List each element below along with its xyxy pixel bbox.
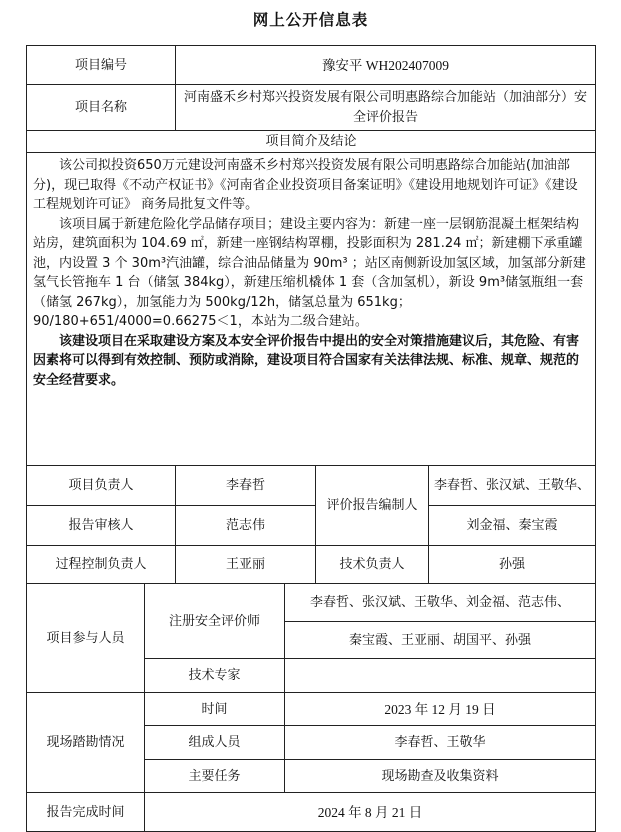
page-title: 网上公开信息表 — [252, 11, 369, 29]
survey-members-label: 组成人员 — [145, 726, 285, 760]
project-name-value: 河南盛禾乡村郑兴投资发展有限公司明惠路综合加能站（加油部分）安全评价报告 — [176, 85, 595, 131]
technical-leader-label: 技术负责人 — [316, 546, 429, 584]
report-compilers-label: 评价报告编制人 — [316, 466, 429, 546]
project-number-value: 豫安平 WH202407009 — [176, 46, 595, 85]
report-reviewer-value: 范志伟 — [176, 506, 316, 546]
technical-experts-label: 技术专家 — [145, 659, 285, 693]
survey-task-label: 主要任务 — [145, 760, 285, 793]
process-controller-value: 王亚丽 — [176, 546, 316, 584]
intro-paragraph-2: 该项目属于新建危险化学品储存项目；建设主要内容为：新建一座一层钢筋混凝土框架结构站房，建筑面积为 104.69 ㎡，新建一座钢结构罩棚，投影面积为 281.24 ㎡；新建棚下承重罐池，内设置 3 个 30m³汽油罐，综合油品储量为 90m³ ；站区南侧新设加氢区域，加氢部分新建氢气长管拖车 1 台（储氢 384kg），新建压缩机橇体 1 套（含加氢机），新设 9m³储氢瓶组一套（储氢 267kg），加氢能力为 500kg/12h，储氢总量为 651kg；90/180+651/4000=0.66275＜1，本站为二级合建站。 — [33, 216, 586, 329]
info-table — [26, 45, 596, 832]
project-leader-label: 项目负责人 — [27, 466, 176, 506]
completion-label: 报告完成时间 — [27, 793, 145, 831]
project-leader-value: 李春哲 — [176, 466, 316, 506]
survey-time-value: 2023 年 12 月 19 日 — [285, 693, 595, 726]
project-name-label: 项目名称 — [27, 85, 176, 131]
site-survey-label: 现场踏勘情况 — [27, 693, 145, 793]
survey-members-value: 李春哲、王敬华 — [285, 726, 595, 760]
intro-paragraph-1: 该公司拟投资650万元建设河南盛禾乡村郑兴投资发展有限公司明惠路综合加能站(加油部分)，现已取得《不动产权证书》《河南省企业投资项目备案证明》《建设用地规划许可证》《建设工程规划许可证》 商务局批复文件等。 — [33, 158, 578, 212]
registered-assessors-label: 注册安全评价师 — [145, 584, 285, 659]
participants-label: 项目参与人员 — [27, 584, 145, 693]
process-controller-label: 过程控制负责人 — [27, 546, 176, 584]
technical-leader-value: 孙强 — [429, 546, 595, 584]
intro-conclusion: 该建设项目在采取建设方案及本安全评价报告中提出的安全对策措施建议后，其危险、有害因素将可以得到有效控制、预防或消除，建设项目符合国家有关法律法规、标准、规章、规范的安全经营要求。 — [33, 333, 580, 388]
report-compilers-line1: 李春哲、张汉斌、王敬华、 — [429, 466, 595, 506]
intro-body — [27, 153, 595, 466]
registered-assessors-line1: 李春哲、张汉斌、王敬华、刘金福、范志伟、 — [285, 584, 595, 622]
completion-value: 2024 年 8 月 21 日 — [317, 804, 423, 820]
project-number-label: 项目编号 — [27, 46, 176, 85]
registered-assessors-line2: 秦宝霞、王亚丽、胡国平、孙强 — [285, 622, 595, 659]
survey-task-value: 现场勘查及收集资料 — [285, 760, 595, 793]
report-compilers-line2: 刘金福、秦宝霞 — [429, 506, 595, 546]
technical-experts-value — [285, 659, 595, 693]
survey-time-label: 时间 — [145, 693, 285, 726]
report-reviewer-label: 报告审核人 — [27, 506, 176, 546]
intro-header: 项目简介及结论 — [27, 131, 595, 153]
